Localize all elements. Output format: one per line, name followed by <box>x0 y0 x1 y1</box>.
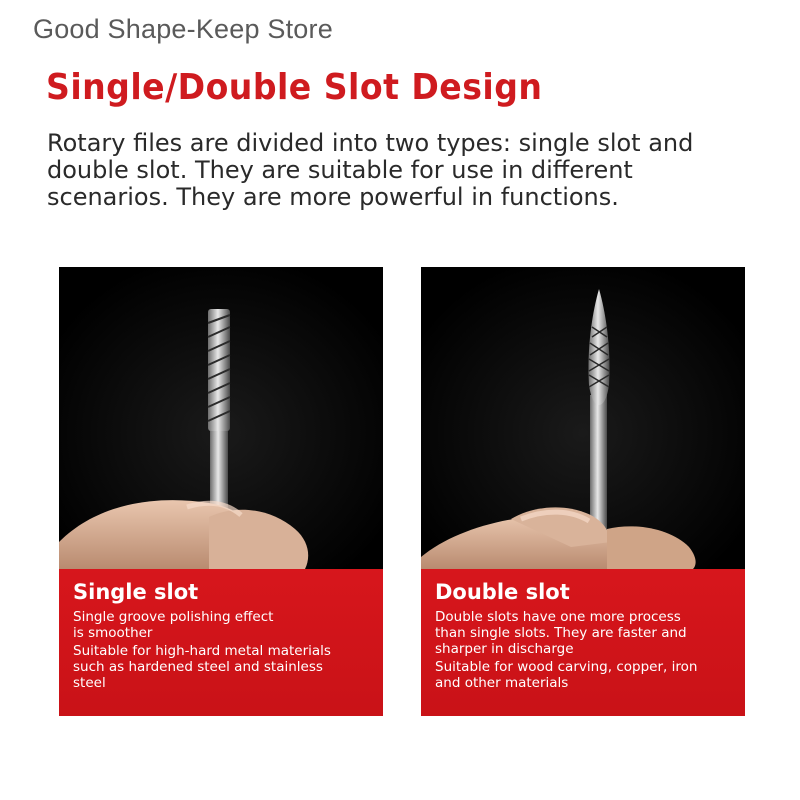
double-slot-desc-2: Suitable for wood carving, copper, iron and other materials <box>435 659 698 691</box>
double-slot-desc-1: Double slots have one more process than single slots. They are faster and sharper in discharge <box>435 609 687 657</box>
intro-text: Rotary files are divided into two types: single slot and double slot. They are suitable for use in different scenarios. They are more powerful in functions. <box>47 129 694 211</box>
single-slot-desc-1: Single groove polishing effect is smoother <box>73 609 274 641</box>
single-slot-burr-photo <box>59 267 383 569</box>
single-slot-caption <box>59 569 383 716</box>
single-slot-desc-2: Suitable for high-hard metal materials such as hardened steel and stainless steel <box>73 643 331 691</box>
double-slot-title: Double slot <box>435 580 570 604</box>
double-slot-burr-photo <box>421 267 745 569</box>
page-title: Single/Double Slot Design <box>46 67 543 108</box>
double-slot-card <box>421 267 745 716</box>
store-name: Good Shape-Keep Store <box>33 14 333 44</box>
double-slot-caption <box>421 569 745 716</box>
single-slot-card <box>59 267 383 716</box>
single-slot-title: Single slot <box>73 580 199 604</box>
